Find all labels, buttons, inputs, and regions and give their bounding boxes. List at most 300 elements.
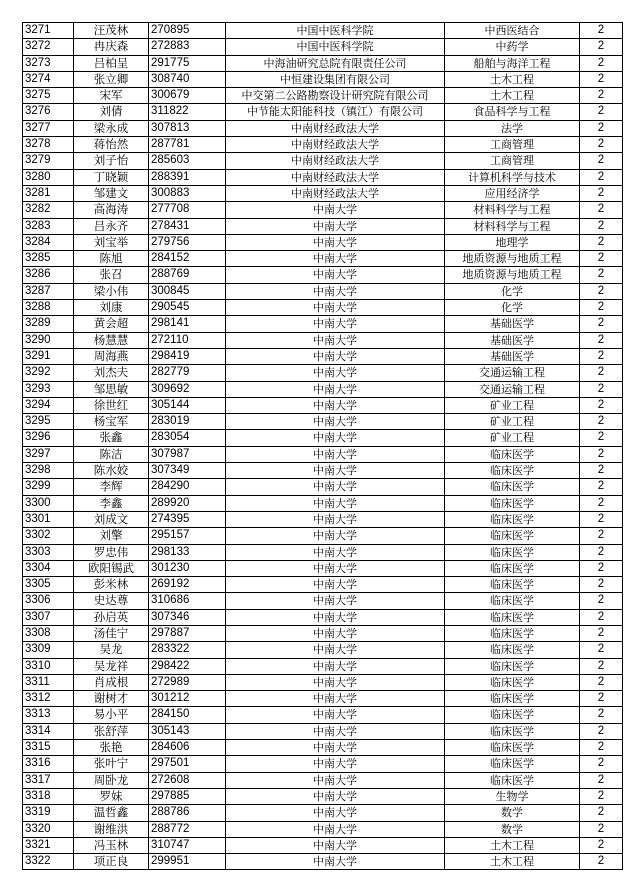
row-number-cell: 3272 [23,39,74,55]
organization-cell: 中海油研究总院有限责任公司 [226,55,445,71]
name-cell: 冉庆森 [74,39,149,55]
count-cell: 2 [580,495,623,511]
name-cell: 宋军 [74,88,149,104]
organization-cell: 中国中医科学院 [226,23,445,39]
major-cell: 矿业工程 [445,397,580,413]
row-number-cell: 3319 [23,805,74,821]
major-cell: 材料科学与工程 [445,218,580,234]
id-cell: 272883 [149,39,226,55]
organization-cell: 中南大学 [226,609,445,625]
row-number-cell: 3309 [23,642,74,658]
id-cell: 307987 [149,446,226,462]
id-cell: 289920 [149,495,226,511]
id-cell: 274395 [149,511,226,527]
table-row [23,365,623,381]
organization-cell: 中南大学 [226,854,445,870]
table-row [23,397,623,413]
id-cell: 299951 [149,854,226,870]
id-cell: 270895 [149,23,226,39]
organization-cell: 中南大学 [226,772,445,788]
table-row [23,674,623,690]
row-number-cell: 3298 [23,463,74,479]
name-cell: 吴龙 [74,642,149,658]
row-number-cell: 3277 [23,120,74,136]
major-cell: 工商管理 [445,153,580,169]
name-cell: 刘成文 [74,511,149,527]
id-cell: 272989 [149,674,226,690]
row-number-cell: 3287 [23,283,74,299]
id-cell: 284290 [149,479,226,495]
table-row [23,300,623,316]
major-cell: 临床医学 [445,463,580,479]
organization-cell: 中南大学 [226,267,445,283]
major-cell: 临床医学 [445,707,580,723]
row-number-cell: 3315 [23,740,74,756]
name-cell: 陈洁 [74,446,149,462]
name-cell: 汪茂林 [74,23,149,39]
table-row [23,446,623,462]
row-number-cell: 3318 [23,788,74,804]
count-cell: 2 [580,560,623,576]
id-cell: 310747 [149,837,226,853]
count-cell: 2 [580,55,623,71]
major-cell: 临床医学 [445,495,580,511]
major-cell: 交通运输工程 [445,365,580,381]
row-number-cell: 3296 [23,430,74,446]
name-cell: 周海燕 [74,348,149,364]
major-cell: 化学 [445,283,580,299]
organization-cell: 中南大学 [226,821,445,837]
name-cell: 吕柏呈 [74,55,149,71]
organization-cell: 中南大学 [226,300,445,316]
row-number-cell: 3290 [23,332,74,348]
count-cell: 2 [580,463,623,479]
count-cell: 2 [580,837,623,853]
id-cell: 284152 [149,251,226,267]
organization-cell: 中南大学 [226,740,445,756]
organization-cell: 中南大学 [226,251,445,267]
name-cell: 张立卿 [74,71,149,87]
id-cell: 300845 [149,283,226,299]
organization-cell: 中南大学 [226,577,445,593]
organization-cell: 中南大学 [226,805,445,821]
table-row [23,625,623,641]
count-cell: 2 [580,381,623,397]
major-cell: 基础医学 [445,316,580,332]
major-cell: 土木工程 [445,837,580,853]
count-cell: 2 [580,169,623,185]
organization-cell: 中南大学 [226,414,445,430]
major-cell: 中西医结合 [445,23,580,39]
count-cell: 2 [580,120,623,136]
table-row [23,153,623,169]
row-number-cell: 3295 [23,414,74,430]
major-cell: 临床医学 [445,560,580,576]
count-cell: 2 [580,479,623,495]
id-cell: 309692 [149,381,226,397]
row-number-cell: 3299 [23,479,74,495]
major-cell: 临床医学 [445,642,580,658]
table-row [23,560,623,576]
id-cell: 283322 [149,642,226,658]
count-cell: 2 [580,365,623,381]
row-number-cell: 3297 [23,446,74,462]
count-cell: 2 [580,674,623,690]
id-cell: 277708 [149,202,226,218]
major-cell: 交通运输工程 [445,381,580,397]
organization-cell: 中南大学 [226,642,445,658]
id-cell: 290545 [149,300,226,316]
table-row [23,544,623,560]
organization-cell: 中交第二公路勘察设计研究院有限公司 [226,88,445,104]
row-number-cell: 3271 [23,23,74,39]
name-cell: 刘康 [74,300,149,316]
name-cell: 梁小伟 [74,283,149,299]
organization-cell: 中南财经政法大学 [226,137,445,153]
row-number-cell: 3301 [23,511,74,527]
major-cell: 临床医学 [445,740,580,756]
table-row [23,234,623,250]
count-cell: 2 [580,234,623,250]
row-number-cell: 3288 [23,300,74,316]
major-cell: 地质资源与地质工程 [445,251,580,267]
row-number-cell: 3313 [23,707,74,723]
organization-cell: 中南大学 [226,365,445,381]
table-row [23,691,623,707]
major-cell: 土木工程 [445,854,580,870]
major-cell: 土木工程 [445,71,580,87]
count-cell: 2 [580,577,623,593]
id-cell: 288391 [149,169,226,185]
organization-cell: 中南大学 [226,234,445,250]
table-row [23,723,623,739]
organization-cell: 中南大学 [226,218,445,234]
table-row [23,267,623,283]
id-cell: 284606 [149,740,226,756]
row-number-cell: 3321 [23,837,74,853]
major-cell: 矿业工程 [445,414,580,430]
id-cell: 298133 [149,544,226,560]
major-cell: 地质资源与地质工程 [445,267,580,283]
major-cell: 土木工程 [445,88,580,104]
major-cell: 矿业工程 [445,430,580,446]
organization-cell: 中南大学 [226,332,445,348]
row-number-cell: 3311 [23,674,74,690]
count-cell: 2 [580,283,623,299]
table-row [23,430,623,446]
table-row [23,137,623,153]
count-cell: 2 [580,593,623,609]
name-cell: 谢树才 [74,691,149,707]
organization-cell: 中南大学 [226,625,445,641]
row-number-cell: 3280 [23,169,74,185]
table-row [23,740,623,756]
count-cell: 2 [580,300,623,316]
id-cell: 272608 [149,772,226,788]
id-cell: 298419 [149,348,226,364]
name-cell: 丁晓颖 [74,169,149,185]
id-cell: 288786 [149,805,226,821]
row-number-cell: 3316 [23,756,74,772]
row-number-cell: 3282 [23,202,74,218]
table-row [23,837,623,853]
organization-cell: 中南大学 [226,528,445,544]
major-cell: 临床医学 [445,674,580,690]
count-cell: 2 [580,446,623,462]
organization-cell: 中南大学 [226,691,445,707]
row-number-cell: 3305 [23,577,74,593]
major-cell: 中药学 [445,39,580,55]
row-number-cell: 3307 [23,609,74,625]
organization-cell: 中南大学 [226,202,445,218]
organization-cell: 中南大学 [226,756,445,772]
table-row [23,854,623,870]
count-cell: 2 [580,414,623,430]
id-cell: 307349 [149,463,226,479]
count-cell: 2 [580,104,623,120]
name-cell: 谢维洪 [74,821,149,837]
count-cell: 2 [580,511,623,527]
major-cell: 数学 [445,805,580,821]
name-cell: 冯玉林 [74,837,149,853]
name-cell: 梁永成 [74,120,149,136]
table-row [23,805,623,821]
count-cell: 2 [580,821,623,837]
table-row [23,23,623,39]
name-cell: 罗妹 [74,788,149,804]
name-cell: 陈旭 [74,251,149,267]
count-cell: 2 [580,251,623,267]
count-cell: 2 [580,658,623,674]
name-cell: 罗忠伟 [74,544,149,560]
id-cell: 283019 [149,414,226,430]
id-cell: 287781 [149,137,226,153]
count-cell: 2 [580,430,623,446]
table-row [23,251,623,267]
major-cell: 临床医学 [445,723,580,739]
major-cell: 临床医学 [445,756,580,772]
row-number-cell: 3303 [23,544,74,560]
count-cell: 2 [580,707,623,723]
id-cell: 295157 [149,528,226,544]
table-row [23,218,623,234]
organization-cell: 中南大学 [226,593,445,609]
organization-cell: 中南大学 [226,316,445,332]
name-cell: 刘子怡 [74,153,149,169]
organization-cell: 中南大学 [226,674,445,690]
table-row [23,71,623,87]
organization-cell: 中南财经政法大学 [226,120,445,136]
major-cell: 基础医学 [445,348,580,364]
table-row [23,821,623,837]
major-cell: 食品科学与工程 [445,104,580,120]
count-cell: 2 [580,185,623,201]
organization-cell: 中南大学 [226,381,445,397]
id-cell: 305144 [149,397,226,413]
row-number-cell: 3312 [23,691,74,707]
row-number-cell: 3293 [23,381,74,397]
count-cell: 2 [580,348,623,364]
organization-cell: 中南大学 [226,430,445,446]
organization-cell: 中南大学 [226,723,445,739]
row-number-cell: 3292 [23,365,74,381]
organization-cell: 中南大学 [226,495,445,511]
table-row [23,348,623,364]
name-cell: 张艳 [74,740,149,756]
table-row [23,316,623,332]
id-cell: 310686 [149,593,226,609]
table-row [23,495,623,511]
organization-cell: 中节能太阳能科技（镇江）有限公司 [226,104,445,120]
name-cell: 张鑫 [74,430,149,446]
organization-cell: 中南财经政法大学 [226,153,445,169]
id-cell: 297887 [149,625,226,641]
table-row [23,609,623,625]
data-table [22,22,623,870]
organization-cell: 中南大学 [226,283,445,299]
major-cell: 临床医学 [445,691,580,707]
major-cell: 地理学 [445,234,580,250]
organization-cell: 中南财经政法大学 [226,169,445,185]
name-cell: 刘擎 [74,528,149,544]
table-row [23,658,623,674]
count-cell: 2 [580,218,623,234]
organization-cell: 中南大学 [226,348,445,364]
name-cell: 易小平 [74,707,149,723]
id-cell: 297885 [149,788,226,804]
id-cell: 301212 [149,691,226,707]
id-cell: 272110 [149,332,226,348]
id-cell: 305143 [149,723,226,739]
table-row [23,642,623,658]
row-number-cell: 3300 [23,495,74,511]
major-cell: 临床医学 [445,544,580,560]
name-cell: 张召 [74,267,149,283]
row-number-cell: 3276 [23,104,74,120]
organization-cell: 中南大学 [226,511,445,527]
count-cell: 2 [580,88,623,104]
table-row [23,788,623,804]
count-cell: 2 [580,137,623,153]
count-cell: 2 [580,39,623,55]
id-cell: 298422 [149,658,226,674]
table-row [23,511,623,527]
table-row [23,593,623,609]
organization-cell: 中南大学 [226,463,445,479]
major-cell: 基础医学 [445,332,580,348]
table-row [23,707,623,723]
count-cell: 2 [580,805,623,821]
row-number-cell: 3279 [23,153,74,169]
name-cell: 徐世红 [74,397,149,413]
name-cell: 孙启英 [74,609,149,625]
table-row [23,381,623,397]
id-cell: 269192 [149,577,226,593]
organization-cell: 中南大学 [226,560,445,576]
table-row [23,577,623,593]
row-number-cell: 3322 [23,854,74,870]
table-row [23,104,623,120]
organization-cell: 中恒建设集团有限公司 [226,71,445,87]
name-cell: 杨慧慧 [74,332,149,348]
count-cell: 2 [580,772,623,788]
name-cell: 张舒萍 [74,723,149,739]
row-number-cell: 3310 [23,658,74,674]
table-row [23,332,623,348]
name-cell: 张叶宁 [74,756,149,772]
name-cell: 陈水姣 [74,463,149,479]
row-number-cell: 3302 [23,528,74,544]
table-row [23,463,623,479]
id-cell: 279756 [149,234,226,250]
major-cell: 临床医学 [445,446,580,462]
organization-cell: 中南大学 [226,479,445,495]
row-number-cell: 3283 [23,218,74,234]
count-cell: 2 [580,788,623,804]
table-row [23,55,623,71]
organization-cell: 中南大学 [226,544,445,560]
name-cell: 温哲鑫 [74,805,149,821]
major-cell: 生物学 [445,788,580,804]
count-cell: 2 [580,756,623,772]
id-cell: 307813 [149,120,226,136]
count-cell: 2 [580,544,623,560]
count-cell: 2 [580,153,623,169]
organization-cell: 中国中医科学院 [226,39,445,55]
count-cell: 2 [580,740,623,756]
count-cell: 2 [580,691,623,707]
id-cell: 301230 [149,560,226,576]
id-cell: 285603 [149,153,226,169]
major-cell: 临床医学 [445,593,580,609]
count-cell: 2 [580,71,623,87]
id-cell: 307346 [149,609,226,625]
table-row [23,756,623,772]
id-cell: 284150 [149,707,226,723]
id-cell: 300883 [149,185,226,201]
major-cell: 临床医学 [445,577,580,593]
row-number-cell: 3320 [23,821,74,837]
row-number-cell: 3306 [23,593,74,609]
major-cell: 临床医学 [445,511,580,527]
count-cell: 2 [580,642,623,658]
name-cell: 刘倩 [74,104,149,120]
count-cell: 2 [580,723,623,739]
row-number-cell: 3274 [23,71,74,87]
table-row [23,88,623,104]
name-cell: 吴龙祥 [74,658,149,674]
row-number-cell: 3286 [23,267,74,283]
major-cell: 临床医学 [445,528,580,544]
table-row [23,283,623,299]
id-cell: 300679 [149,88,226,104]
id-cell: 297501 [149,756,226,772]
name-cell: 李辉 [74,479,149,495]
row-number-cell: 3275 [23,88,74,104]
name-cell: 吕永齐 [74,218,149,234]
name-cell: 肖成根 [74,674,149,690]
major-cell: 临床医学 [445,479,580,495]
table-row [23,772,623,788]
name-cell: 邹思敏 [74,381,149,397]
table-row [23,202,623,218]
name-cell: 高海涛 [74,202,149,218]
major-cell: 临床医学 [445,609,580,625]
row-number-cell: 3281 [23,185,74,201]
count-cell: 2 [580,23,623,39]
name-cell: 刘杰夫 [74,365,149,381]
table-row [23,169,623,185]
